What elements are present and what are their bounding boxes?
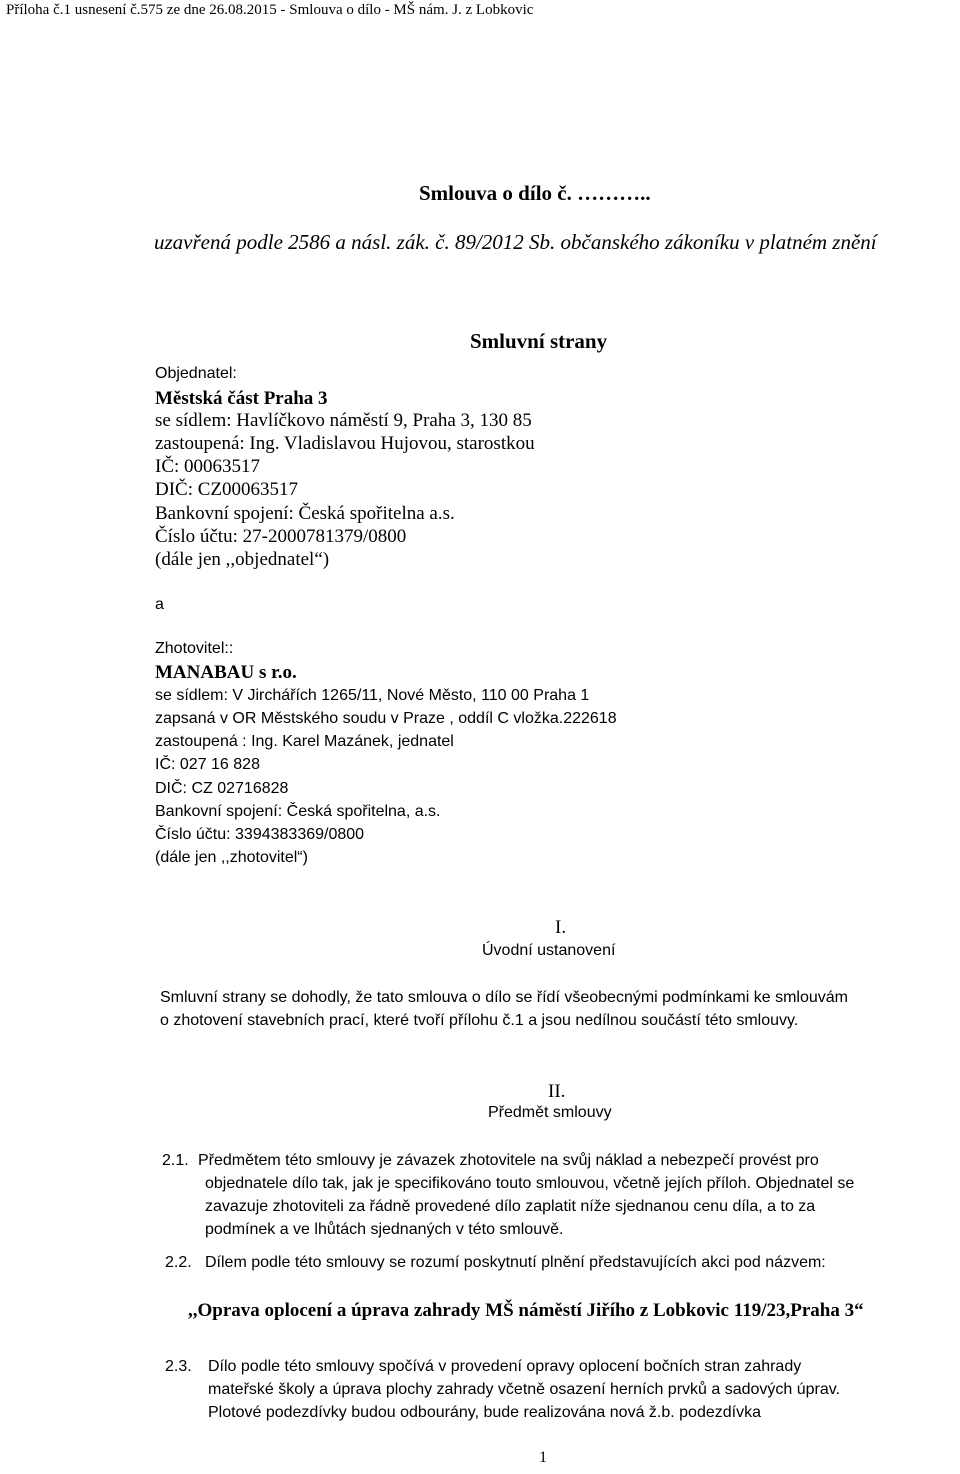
contractor-name: MANABAU s r.o. [155,662,297,683]
conjunction: a [155,596,164,613]
contractor-ic: IČ: 027 16 828 [155,756,260,773]
section-1-line-1: Smluvní strany se dohodly, že tato smlouva o dílo se řídí všeobecnými podmínkami ke smlouvám [160,989,849,1006]
clause-2-3-line-3: Plotové podezdívky budou odbourány, bude realizována nová ž.b. podezdívka [208,1404,761,1421]
clause-2-1-line-2: objednatele dílo tak, jak je specifikováno touto smlouvou, včetně jejích příloh. Objednatel se [205,1175,855,1192]
page-number: 1 [539,1449,547,1466]
section-1-line-2: o zhotovení stavebních prací, které tvoří přílohu č.1 a jsou nedílnou součástí této smlouvy. [160,1012,799,1029]
clause-2-1-line-4: podmínek a ve lhůtách sjednaných v této smlouvě. [205,1221,564,1238]
clause-2-2-text: Dílem podle této smlouvy se rozumí poskytnutí plnění představujících akci pod názvem: [205,1254,826,1271]
section-2-title: Předmět smlouvy [488,1104,612,1121]
client-dic: DIČ: CZ00063517 [155,479,299,500]
clause-2-3-number: 2.3. [165,1358,192,1375]
client-represented: zastoupená: Ing. Vladislavou Hujovou, starostkou [155,433,535,454]
clause-2-1-number: 2.1. [162,1152,189,1169]
clause-2-3-line-1: Dílo podle této smlouvy spočívá v provedení opravy oplocení bočních stran zahrady [208,1358,802,1375]
clause-2-1-line-1: Předmětem této smlouvy je závazek zhotovitele na svůj náklad a nebezpečí provést pro [198,1152,819,1169]
contractor-label: Zhotovitel:: [155,640,234,657]
parties-heading: Smluvní strany [470,329,608,353]
client-alias: (dále jen ,,objednatel“) [155,549,330,570]
page-header: Příloha č.1 usnesení č.575 ze dne 26.08.2015 - Smlouva o dílo - MŠ nám. J. z Lobkovic [6,2,534,18]
document-title: Smlouva o dílo č. ……….. [419,181,651,205]
contractor-account: Číslo účtu: 3394383369/0800 [155,826,365,843]
contractor-registry: zapsaná v OR Městského soudu v Praze , oddíl C vložka.222618 [155,710,617,727]
client-name: Městská část Praha 3 [155,388,328,409]
contractor-alias: (dále jen ,,zhotovitel“) [155,849,308,866]
document-subtitle: uzavřená podle 2586 a násl. zák. č. 89/2012 Sb. občanského zákoníku v platném znění [154,230,877,254]
section-2-number: II. [548,1081,566,1102]
project-name: ,,Oprava oplocení a úprava zahrady MŠ náměstí Jiřího z Lobkovic 119/23,Praha 3“ [188,1300,864,1321]
section-1-number: I. [555,917,567,938]
contractor-represented: zastoupená : Ing. Karel Mazánek, jednatel [155,733,454,750]
section-1-title: Úvodní ustanovení [482,942,616,959]
client-bank: Bankovní spojení: Česká spořitelna a.s. [155,503,455,524]
clause-2-2-number: 2.2. [165,1254,192,1271]
clause-2-1-line-3: zavazuje zhotoviteli za řádně provedené dílo zaplatit níže sjednanou cenu díla, a to za [205,1198,816,1215]
contractor-address: se sídlem: V Jirchářích 1265/11, Nové Město, 110 00 Praha 1 [155,687,590,704]
client-address: se sídlem: Havlíčkovo náměstí 9, Praha 3, 130 85 [155,410,532,431]
client-label: Objednatel: [155,365,237,382]
contractor-dic: DIČ: CZ 02716828 [155,780,289,797]
clause-2-3-line-2: mateřské školy a úprava plochy zahrady včetně osazení herních prvků a sadových úprav. [208,1381,841,1398]
client-ic: IČ: 00063517 [155,456,261,477]
contractor-bank: Bankovní spojení: Česká spořitelna, a.s. [155,803,441,820]
client-account: Číslo účtu: 27-2000781379/0800 [155,526,407,547]
